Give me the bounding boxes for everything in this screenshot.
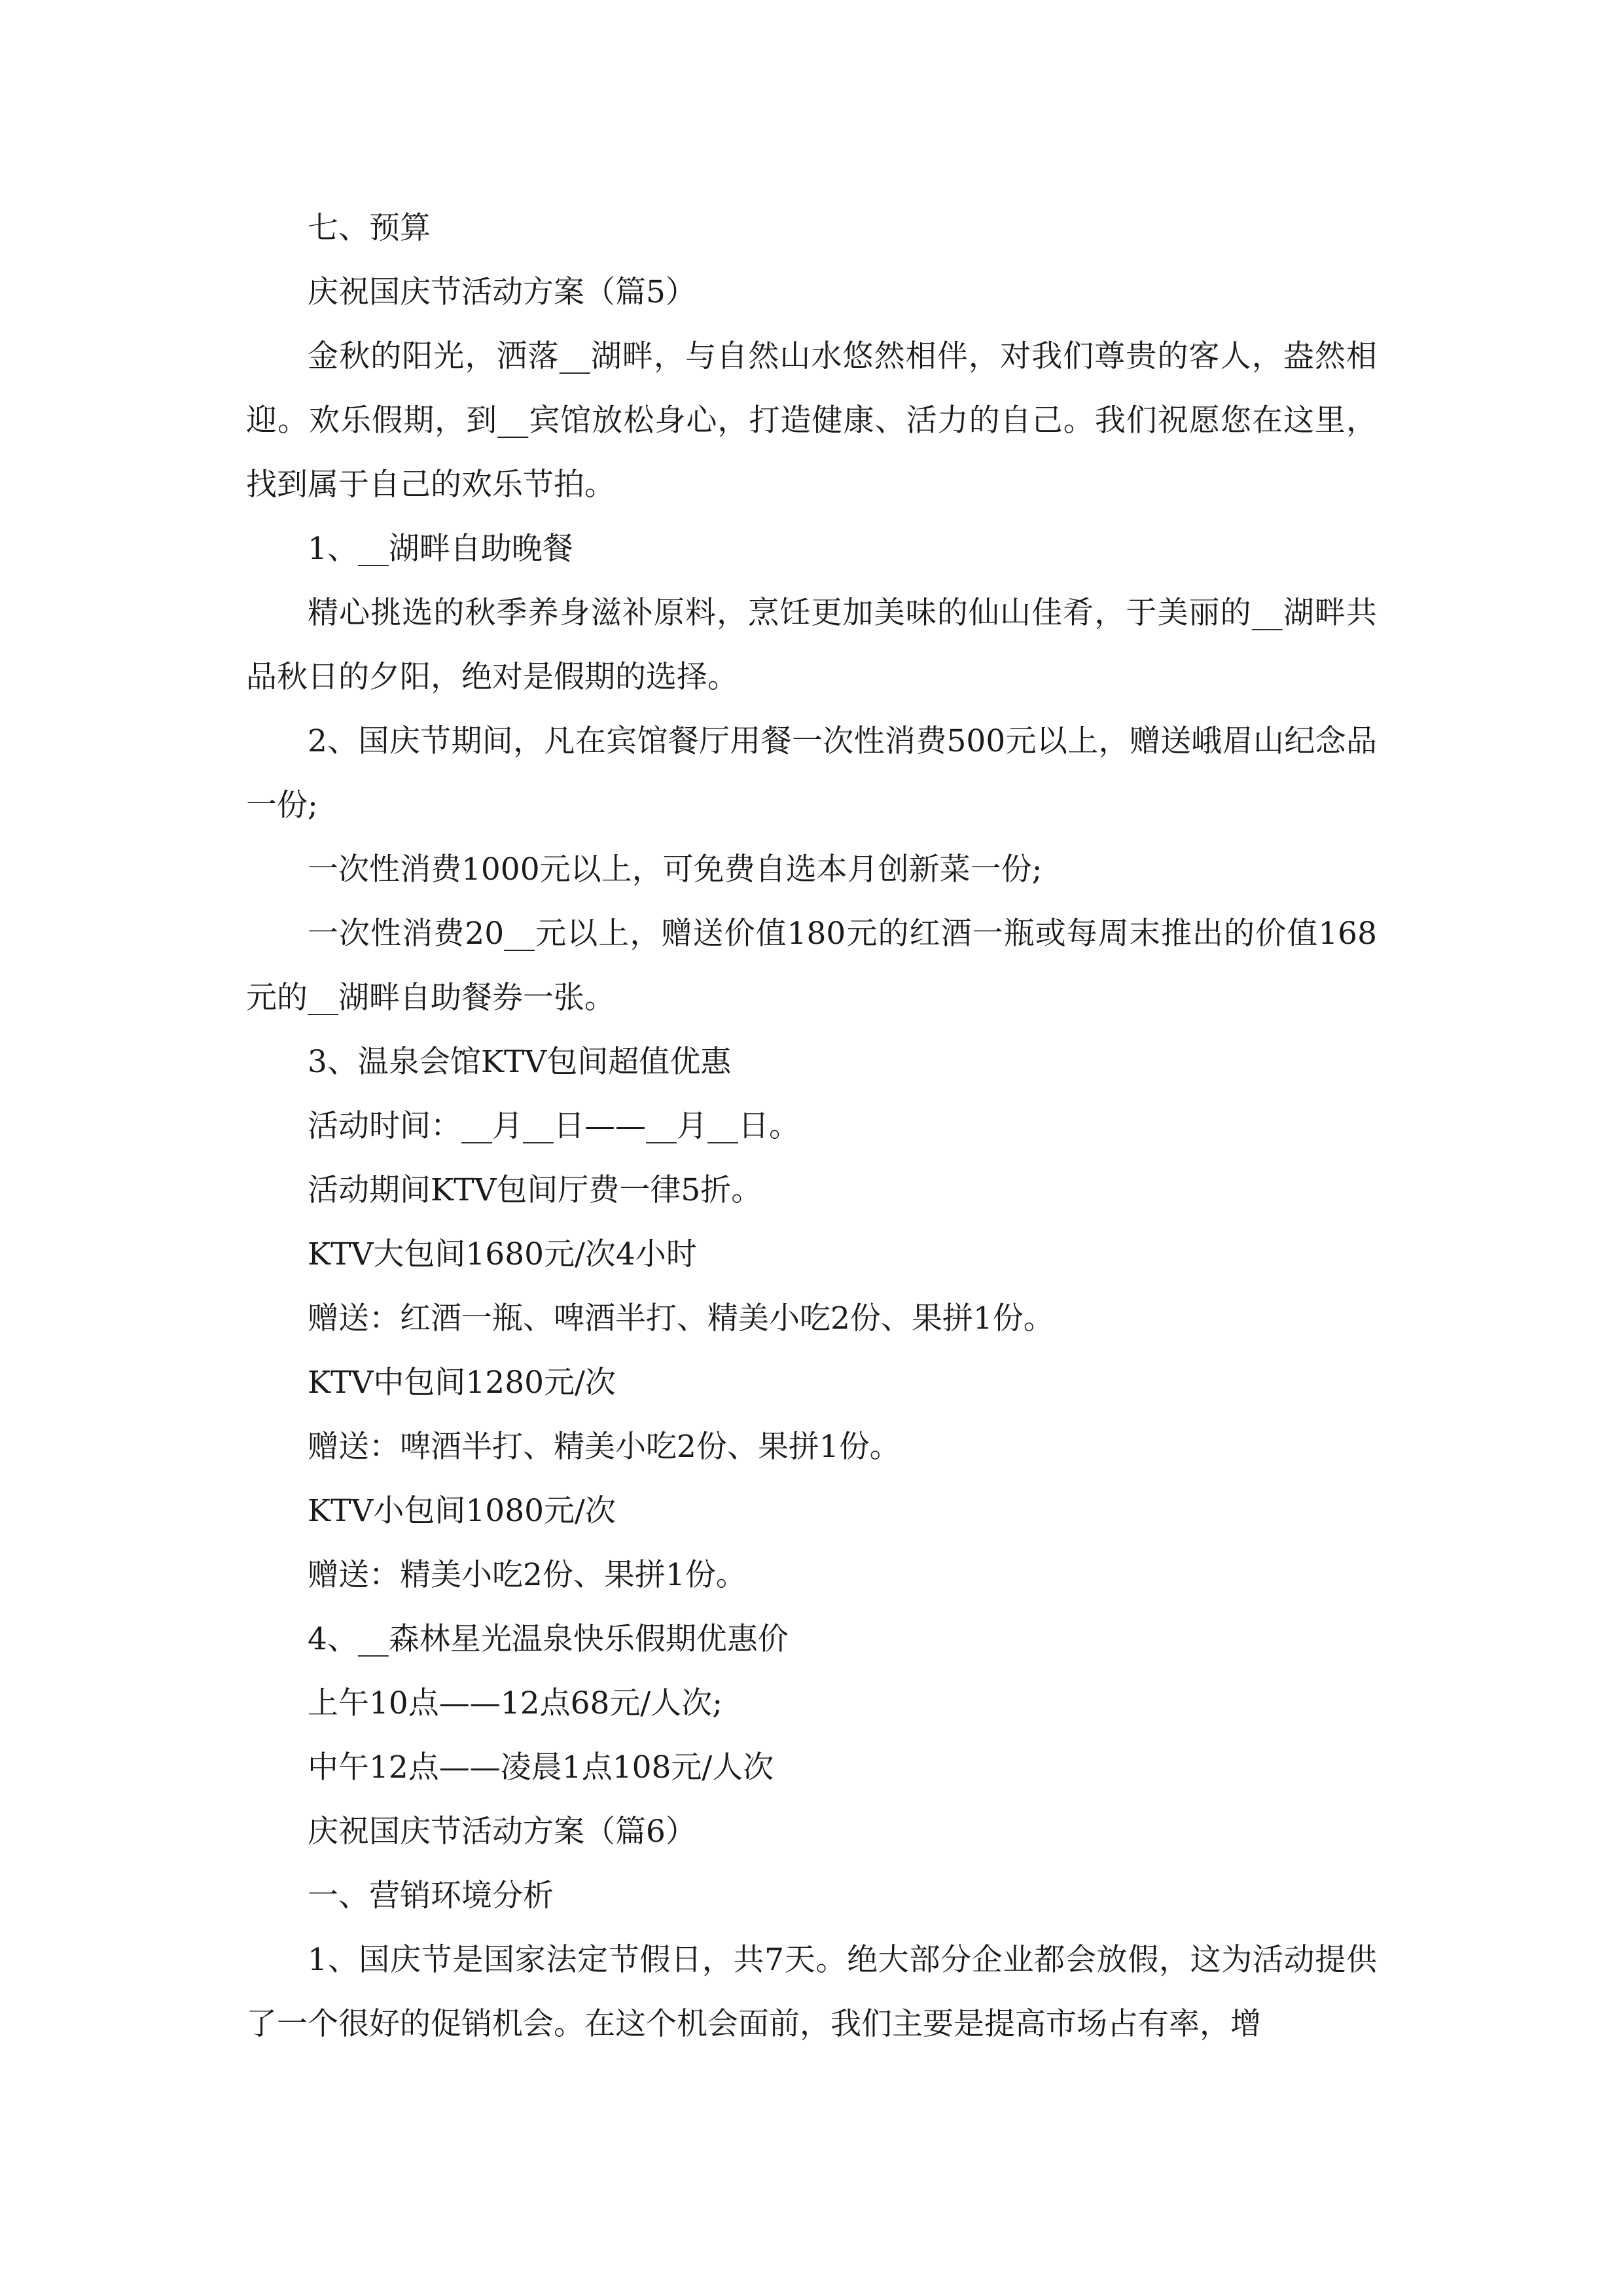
ktv-small-room: KTV小包间1080元/次 <box>308 1493 616 1529</box>
item-2-body: 2、国庆节期间，凡在宾馆餐厅用餐一次性消费500元以上，赠送峨眉山纪念品一份; <box>246 723 1377 823</box>
article-title-part-6: 庆祝国庆节活动方案（篇6） <box>308 1814 696 1850</box>
ktv-medium-room: KTV中包间1280元/次 <box>308 1365 616 1401</box>
price-morning: 上午10点——12点68元/人次; <box>308 1685 723 1721</box>
offer-20xx: 一次性消费20__元以上，赠送价值180元的红酒一瓶或每周末推出的价值168元的__湖畔自助餐券一张。 <box>246 916 1377 1016</box>
document-page <box>246 196 1377 2056</box>
section-heading-market-analysis: 一、营销环境分析 <box>308 1878 554 1914</box>
ktv-large-gift: 赠送：红酒一瓶、啤酒半打、精美小吃2份、果拼1份。 <box>308 1300 1054 1336</box>
intro-paragraph: 金秋的阳光，洒落__湖畔，与自然山水悠然相伴，对我们尊贵的客人，盎然相迎。欢乐假期，到__宾馆放松身心，打造健康、活力的自己。我们祝愿您在这里，找到属于自己的欢乐节拍。 <box>246 338 1377 503</box>
price-noon: 中午12点——凌晨1点108元/人次 <box>308 1749 774 1785</box>
ktv-medium-gift: 赠送：啤酒半打、精美小吃2份、果拼1份。 <box>308 1429 901 1465</box>
activity-time: 活动时间：__月__日——__月__日。 <box>308 1108 800 1144</box>
ktv-discount: 活动期间KTV包间厅费一律5折。 <box>308 1172 762 1208</box>
ktv-small-gift: 赠送：精美小吃2份、果拼1份。 <box>308 1557 747 1593</box>
article-title-part-5: 庆祝国庆节活动方案（篇5） <box>308 274 696 310</box>
section-heading-budget: 七、预算 <box>308 210 431 246</box>
analysis-point-1: 1、国庆节是国家法定节假日，共7天。绝大部分企业都会放假，这为活动提供了一个很好的促销机会。在这个机会面前，我们主要是提高市场占有率，增 <box>246 1942 1377 2042</box>
item-1-body: 精心挑选的秋季养身滋补原料，烹饪更加美味的仙山佳肴，于美丽的__湖畔共品秋日的夕阳，绝对是假期的选择。 <box>246 595 1377 695</box>
ktv-large-room: KTV大包间1680元/次4小时 <box>308 1236 697 1272</box>
item-3-heading: 3、温泉会馆KTV包间超值优惠 <box>308 1044 732 1080</box>
item-1-heading: 1、__湖畔自助晚餐 <box>308 531 573 567</box>
offer-1000: 一次性消费1000元以上，可免费自选本月创新菜一份; <box>308 852 1043 888</box>
item-4-heading: 4、__森林星光温泉快乐假期优惠价 <box>308 1621 789 1657</box>
